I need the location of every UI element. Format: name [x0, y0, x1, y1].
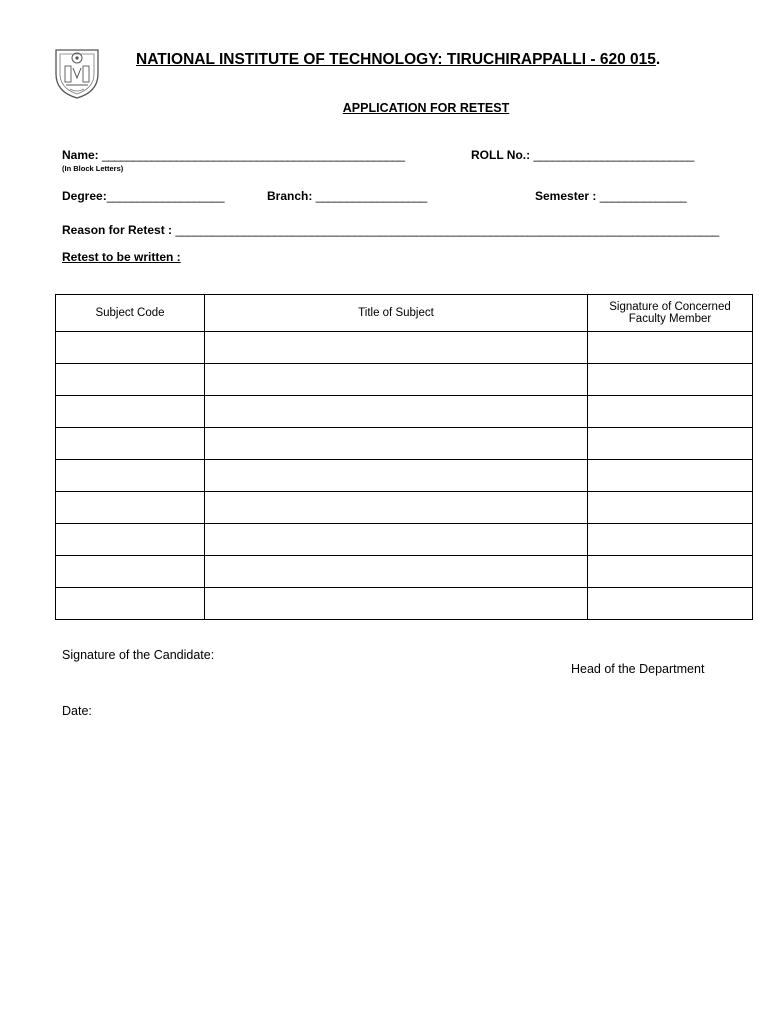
subject-code-cell[interactable] [56, 364, 205, 396]
table-row [56, 460, 753, 492]
subject-code-cell[interactable] [56, 556, 205, 588]
name-label: Name: [62, 148, 99, 162]
table-row [56, 556, 753, 588]
roll-label: ROLL No.: [471, 148, 531, 162]
table-header-row [56, 295, 753, 332]
subject-code-cell[interactable] [56, 588, 205, 620]
name-note: (In Block Letters) [62, 164, 124, 173]
degree-blank-line: ___________________ [106, 189, 224, 203]
hod-label: Head of the Department [571, 662, 705, 676]
subject-code-cell[interactable] [56, 428, 205, 460]
table-row [56, 396, 753, 428]
table-row [56, 588, 753, 620]
title-of-subject-cell[interactable] [205, 428, 588, 460]
table-row [56, 332, 753, 364]
faculty-signature-cell[interactable] [588, 364, 753, 396]
degree-field[interactable] [62, 189, 224, 203]
roll-field[interactable] [471, 148, 694, 162]
faculty-signature-cell[interactable] [588, 492, 753, 524]
institute-title: NATIONAL INSTITUTE OF TECHNOLOGY: TIRUCHIRAPPALLI - 620 015. [136, 51, 661, 68]
degree-label: Degree: [62, 189, 107, 203]
branch-field[interactable] [267, 189, 427, 203]
reason-label: Reason for Retest : [62, 223, 173, 237]
title-of-subject-cell[interactable] [205, 492, 588, 524]
faculty-signature-cell[interactable] [588, 556, 753, 588]
subject-code-header: Subject Code [56, 295, 205, 332]
reason-field[interactable] [62, 223, 719, 237]
subject-code-cell[interactable] [56, 492, 205, 524]
faculty-signature-header: Signature of Concerned Faculty Member [588, 295, 753, 332]
branch-blank-line: __________________ [315, 189, 427, 203]
title-of-subject-cell[interactable] [205, 588, 588, 620]
faculty-signature-cell[interactable] [588, 396, 753, 428]
title-of-subject-cell[interactable] [205, 524, 588, 556]
candidate-signature-label: Signature of the Candidate: [62, 648, 215, 662]
table-row [56, 364, 753, 396]
title-of-subject-cell[interactable] [205, 332, 588, 364]
name-blank-line: _________________________________________________ [102, 148, 405, 162]
name-field[interactable] [62, 148, 405, 162]
title-of-subject-cell[interactable] [205, 460, 588, 492]
faculty-signature-cell[interactable] [588, 588, 753, 620]
faculty-signature-cell[interactable] [588, 332, 753, 364]
faculty-signature-cell[interactable] [588, 460, 753, 492]
title-of-subject-cell[interactable] [205, 396, 588, 428]
subject-code-cell[interactable] [56, 332, 205, 364]
subject-code-cell[interactable] [56, 460, 205, 492]
title-of-subject-header: Title of Subject [205, 295, 588, 332]
title-of-subject-cell[interactable] [205, 364, 588, 396]
faculty-signature-cell[interactable] [588, 524, 753, 556]
institute-emblem-icon [52, 44, 102, 100]
table-row [56, 428, 753, 460]
retest-heading: Retest to be written : [62, 250, 181, 264]
table-row [56, 492, 753, 524]
semester-blank-line: ______________ [599, 189, 687, 203]
title-of-subject-cell[interactable] [205, 556, 588, 588]
subject-code-cell[interactable] [56, 396, 205, 428]
table-row [56, 524, 753, 556]
reason-blank-line: ________________________________________________________________________________________ [175, 223, 719, 237]
form-title: APPLICATION FOR RETEST [342, 101, 510, 115]
semester-label: Semester : [535, 189, 597, 203]
semester-field[interactable] [535, 189, 686, 203]
date-label: Date: [62, 704, 92, 718]
roll-blank-line: __________________________ [533, 148, 694, 162]
subjects-table [55, 294, 753, 620]
branch-label: Branch: [267, 189, 313, 203]
faculty-signature-cell[interactable] [588, 428, 753, 460]
subject-code-cell[interactable] [56, 524, 205, 556]
